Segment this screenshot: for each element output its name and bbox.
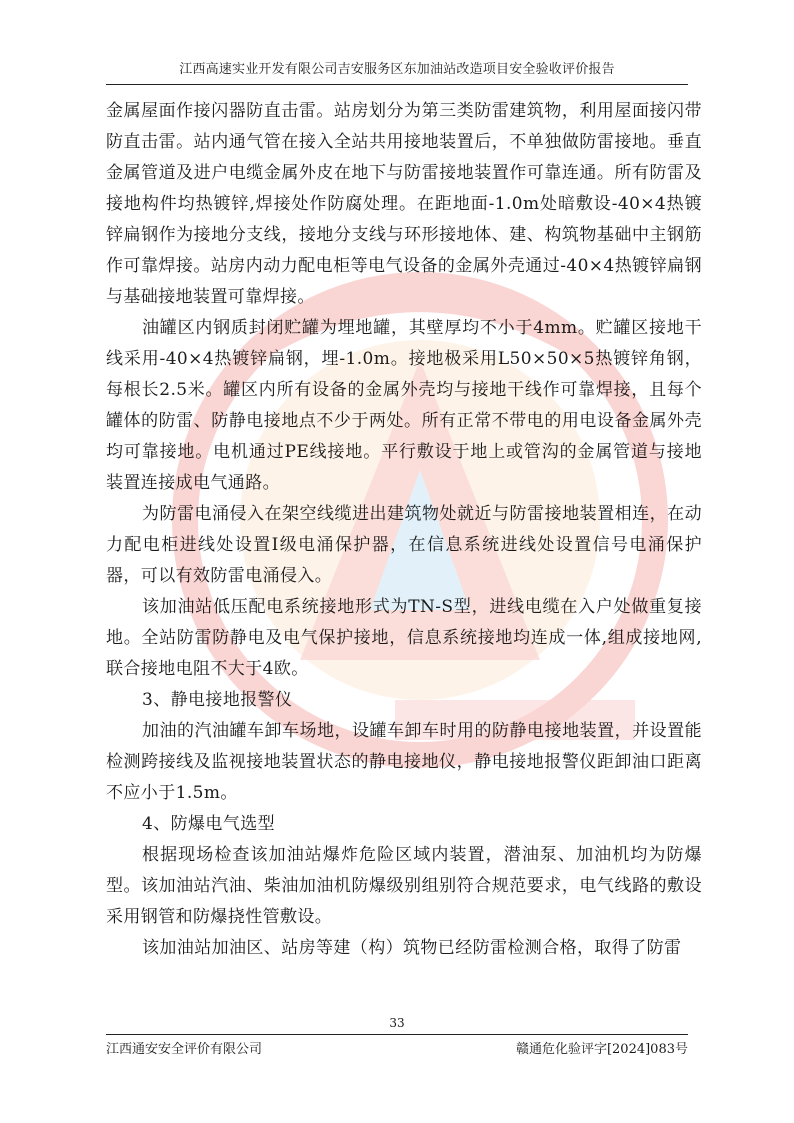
paragraph-1: 金属屋面作接闪器防直击雷。站房划分为第三类防雷建筑物，利用屋面接闪带防直击雷。站内通气管在接入全站共用接地装置后，不单独做防雷接地。垂直金属管道及进户电缆金属外皮在地下与防雷接地装置作可靠连通。所有防雷及接地构件均热镀锌,焊接处作防腐处理。在距地面-1.0m处暗敷设-40×4热镀锌扁钢作为接地分支线，接地分支线与环形接地体、建、构筑物基础中主钢筋作可靠焊接。站房内动力配电柜等电气设备的金属外壳通过-40×4热镀锌扁钢与基础接地装置可靠焊接。: [106, 101, 702, 307]
footer-divider: [106, 1034, 688, 1035]
footer-report-number: 赣通危化验评字[2024]083号: [515, 1042, 688, 1057]
footer-company: 江西通安安全评价有限公司: [106, 1042, 263, 1057]
section-heading-explosion-proof: 4、防爆电气选型: [142, 814, 276, 834]
paragraph-3: 为防雷电涌侵入在架空线缆进出建筑物处就近与防雷接地装置相连，在动力配电柜进线处设置Ⅰ级电涌保护器，在信息系统进线处设置信号电涌保护器，可以有效防雷电涌侵入。: [106, 504, 702, 586]
paragraph-2: 油罐区内钢质封闭贮罐为埋地罐，其壁厚均不小于4mm。贮罐区接地干线采用-40×4热镀锌扁钢，埋-1.0m。接地极采用L50×50×5热镀锌角钢，每根长2.5米。罐区内所有设备的金属外壳均与接地干线作可靠焊接，且每个罐体的防雷、防静电接地点不少于两处。所有正常不带电的用电设备金属外壳均可靠接地。电机通过PE线接地。平行敷设于地上或管沟的金属管道与接地装置连接成电气通路。: [106, 318, 702, 493]
section-heading-static-alarm: 3、静电接地报警仪: [142, 690, 293, 710]
page-number: 33: [389, 1016, 405, 1030]
paragraph-4: 该加油站低压配电系统接地形式为TN-S型，进线电缆在入户处做重复接地。全站防雷防静电及电气保护接地，信息系统接地均连成一体,组成接地网,联合接地电阻不大于4欧。: [106, 597, 702, 679]
document-body: [106, 96, 702, 964]
paragraph-7: 该加油站加油区、站房等建（构）筑物已经防雷检测合格，取得了防雷: [142, 938, 682, 958]
paragraph-5: 加油的汽油罐车卸车场地，设罐车卸车时用的防静电接地装置，并设置能检测跨接线及监视接地装置状态的静电接地仪，静电接地报警仪距卸油口距离不应小于1.5m。: [106, 721, 702, 803]
header-divider: [106, 84, 688, 85]
page-header-title: 江西高速实业开发有限公司吉安服务区东加油站改造项目安全验收评价报告: [179, 62, 615, 77]
paragraph-6: 根据现场检查该加油站爆炸危险区域内装置，潜油泵、加油机均为防爆型。该加油站汽油、柴油加油机防爆级别组别符合规范要求，电气线路的敷设采用钢管和防爆挠性管敷设。: [106, 845, 702, 927]
